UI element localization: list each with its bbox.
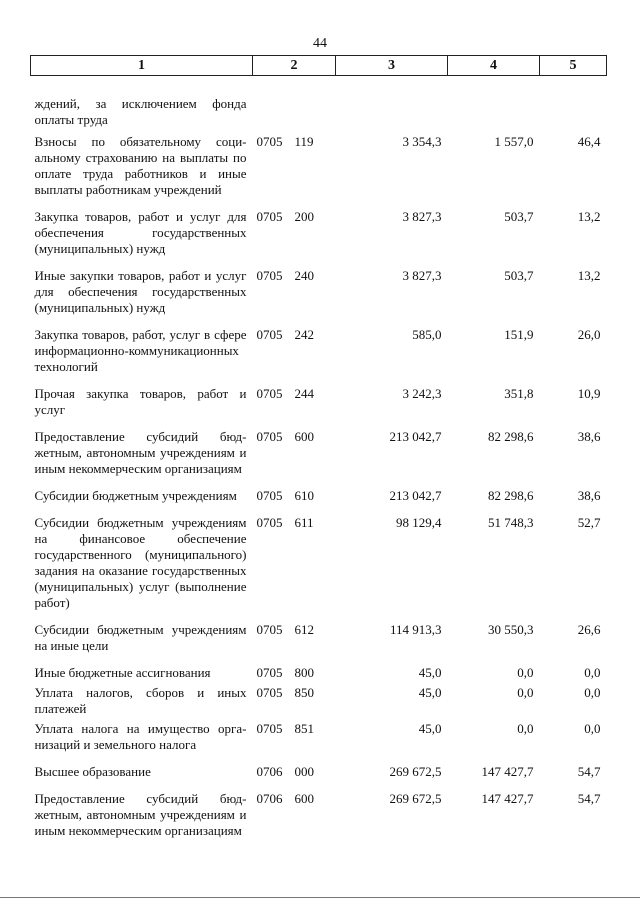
row-section: 0705 [256, 665, 283, 680]
table-row [31, 685, 607, 721]
row-col4: 82 298,6 [488, 488, 534, 503]
row-section: 0705 [256, 515, 283, 530]
row-code [253, 386, 336, 429]
row-section: 0705 [256, 488, 283, 503]
header-col-5: 5 [540, 56, 607, 76]
row-col3: 269 672,5 [389, 764, 442, 779]
row-col3: 269 672,5 [389, 791, 442, 806]
table-row [31, 488, 607, 515]
row-code [253, 268, 336, 327]
row-col3: 114 913,3 [389, 622, 442, 637]
row-code [253, 764, 336, 791]
row-name: Субсидии бюджетным учреждениям [34, 488, 237, 503]
row-type: 610 [294, 488, 314, 503]
row-col5: 54,7 [577, 791, 601, 806]
row-section: 0705 [256, 622, 283, 637]
row-type: 851 [294, 721, 314, 736]
row-col5 [540, 76, 607, 135]
row-section: 0705 [256, 429, 283, 444]
row-section: 0705 [256, 268, 283, 283]
row-type: 600 [294, 791, 314, 806]
table-row [31, 622, 607, 665]
row-code [253, 791, 336, 850]
row-col5: 0,0 [584, 665, 601, 680]
table-row [31, 76, 607, 135]
row-type: 611 [294, 515, 314, 530]
header-col-2: 2 [253, 56, 336, 76]
row-type: 850 [294, 685, 314, 700]
row-code [253, 622, 336, 665]
row-name: Прочая закупка товаров, работ и услуг [34, 386, 247, 417]
row-type: 000 [294, 764, 314, 779]
row-col3 [336, 76, 448, 135]
table-row [31, 721, 607, 764]
row-col4 [448, 76, 540, 135]
row-code [253, 134, 336, 209]
table-row [31, 515, 607, 622]
row-col5: 38,6 [577, 429, 601, 444]
row-name: Субсидии бюджетным учреждениям на финансовое обеспечение государственного (муниципального) задания на оказание государственных (муниципальных) услуг (выполнение работ) [34, 515, 247, 610]
row-type: 240 [294, 268, 314, 283]
row-type: 612 [294, 622, 314, 637]
row-col4: 151,9 [504, 327, 534, 342]
table-row [31, 134, 607, 209]
row-section: 0705 [256, 721, 283, 736]
row-col3: 585,0 [412, 327, 442, 342]
header-col-3: 3 [336, 56, 448, 76]
table-body [31, 76, 607, 851]
row-name: Предоставление субсидий бюджетным, автономным учреждениям и иным некоммерческим организациям [34, 429, 247, 476]
row-name: Уплата налога на имущество организаций и земельного налога [34, 721, 247, 752]
table-row [31, 268, 607, 327]
page-number: 44 [313, 36, 327, 51]
row-name: Иные бюджетные ассигнования [34, 665, 211, 680]
row-section: 0705 [256, 327, 283, 342]
row-code [253, 76, 336, 135]
row-name: Высшее образование [34, 764, 151, 779]
row-type: 200 [294, 209, 314, 224]
row-col5: 13,2 [577, 209, 601, 224]
row-col5: 0,0 [584, 685, 601, 700]
row-name: Закупка товаров, работ и услуг для обеспечения государственных (муниципальных) нужд [34, 209, 247, 256]
row-section: 0705 [256, 386, 283, 401]
row-col4: 51 748,3 [488, 515, 534, 530]
row-col4: 1 557,0 [494, 134, 534, 149]
row-col3: 98 129,4 [396, 515, 442, 530]
row-type: 800 [294, 665, 314, 680]
header-col-1: 1 [31, 56, 253, 76]
row-code [253, 488, 336, 515]
row-code [253, 721, 336, 764]
row-col4: 82 298,6 [488, 429, 534, 444]
row-name: ждений, за исключением фонда оплаты труда [34, 96, 247, 127]
table-row [31, 386, 607, 429]
row-code [253, 515, 336, 622]
row-col5: 13,2 [577, 268, 601, 283]
row-col3: 213 042,7 [389, 488, 442, 503]
row-code [253, 327, 336, 386]
row-code [253, 685, 336, 721]
table-row [31, 209, 607, 268]
row-col4: 0,0 [517, 665, 534, 680]
row-col5: 52,7 [577, 515, 601, 530]
row-type: 600 [294, 429, 314, 444]
row-code [253, 429, 336, 488]
row-col4: 0,0 [517, 721, 534, 736]
row-section: 0706 [256, 764, 283, 779]
header-row [31, 56, 607, 76]
header-col-4: 4 [448, 56, 540, 76]
row-col3: 3 354,3 [402, 134, 442, 149]
row-col5: 26,6 [577, 622, 601, 637]
row-type: 244 [294, 386, 314, 401]
row-col4: 503,7 [504, 268, 534, 283]
row-col4: 0,0 [517, 685, 534, 700]
row-name: Предоставление субсидий бюджетным, автономным учреждениям и иным некоммерческим организациям [34, 791, 247, 838]
budget-table [30, 55, 607, 850]
row-type: 242 [294, 327, 314, 342]
row-col3: 213 042,7 [389, 429, 442, 444]
row-code [253, 665, 336, 685]
table-row [31, 791, 607, 850]
row-col5: 54,7 [577, 764, 601, 779]
row-col5: 46,4 [577, 134, 601, 149]
row-code [253, 209, 336, 268]
table-row [31, 429, 607, 488]
table-row [31, 764, 607, 791]
table-row [31, 327, 607, 386]
row-col4: 147 427,7 [481, 791, 534, 806]
row-col3: 3 242,3 [402, 386, 442, 401]
row-name: Уплата налогов, сборов и иных платежей [34, 685, 247, 716]
row-col3: 3 827,3 [402, 209, 442, 224]
row-col3: 45,0 [418, 685, 442, 700]
row-section: 0706 [256, 791, 283, 806]
row-col4: 503,7 [504, 209, 534, 224]
row-section: 0705 [256, 134, 283, 149]
row-col3: 3 827,3 [402, 268, 442, 283]
row-col4: 30 550,3 [488, 622, 534, 637]
row-name: Взносы по обязательному социальному страхованию на выплаты по оплате труда работников и иные выплаты работникам учреждений [34, 134, 247, 197]
row-col5: 26,0 [577, 327, 601, 342]
row-col3: 45,0 [418, 665, 442, 680]
row-col4: 351,8 [504, 386, 534, 401]
row-name: Закупка товаров, работ, услуг в сфере информационно-коммуникационных технологий [34, 327, 247, 374]
row-col3: 45,0 [418, 721, 442, 736]
row-col5: 38,6 [577, 488, 601, 503]
row-type: 119 [294, 134, 314, 149]
row-name: Иные закупки товаров, работ и услуг для обеспечения государственных (муниципальных) нужд [34, 268, 247, 315]
page-bottom-rule [0, 897, 640, 898]
table-header [31, 56, 607, 76]
row-name: Субсидии бюджетным учреждениям на иные цели [34, 622, 247, 653]
row-col5: 10,9 [577, 386, 601, 401]
row-section: 0705 [256, 685, 283, 700]
row-col5: 0,0 [584, 721, 601, 736]
row-col4: 147 427,7 [481, 764, 534, 779]
row-section: 0705 [256, 209, 283, 224]
table-row [31, 665, 607, 685]
